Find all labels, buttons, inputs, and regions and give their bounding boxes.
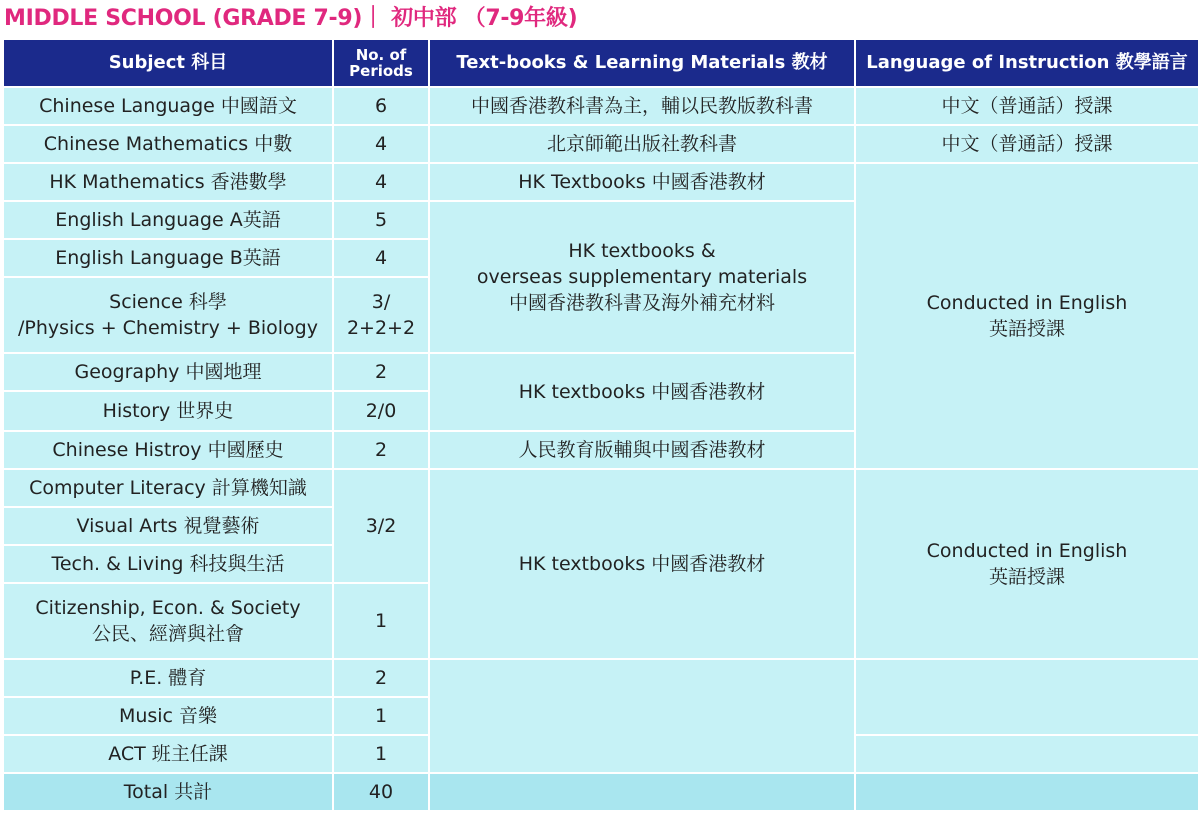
materials-cell: 中國香港教科書為主，輔以民教版教科書 bbox=[430, 88, 854, 124]
periods-cell: 6 bbox=[334, 88, 428, 124]
subject-line-1: Science 科學 bbox=[109, 291, 227, 313]
total-row bbox=[4, 774, 1200, 810]
periods-cell: 2 bbox=[334, 354, 428, 390]
language-cell-empty bbox=[856, 660, 1198, 734]
subject-cell: Tech. & Living 科技與生活 bbox=[4, 546, 332, 582]
periods-cell: 2/0 bbox=[334, 392, 428, 430]
subject-cell: Chinese Language 中國語文 bbox=[4, 88, 332, 124]
subject-cell: Chinese Mathematics 中數 bbox=[4, 126, 332, 162]
language-cell: 中文（普通話）授課 bbox=[856, 88, 1198, 124]
language-line-en: Conducted in English bbox=[926, 292, 1128, 314]
language-cell-computer-group bbox=[856, 470, 1198, 658]
subject-cell: Music 音樂 bbox=[4, 698, 332, 734]
header-materials: Text-books & Learning Materials 教材 bbox=[430, 40, 854, 86]
language-line-zh: 英語授課 bbox=[988, 318, 1065, 340]
materials-cell-geo-hist: HK textbooks 中國香港教材 bbox=[430, 354, 854, 430]
periods-cell: 5 bbox=[334, 202, 428, 238]
materials-cell-computer-group: HK textbooks 中國香港教材 bbox=[430, 470, 854, 658]
subject-cell bbox=[4, 278, 332, 352]
language-cell-empty bbox=[856, 736, 1198, 772]
materials-cell: 人民教育版輔與中國香港教材 bbox=[430, 432, 854, 468]
table-row bbox=[4, 126, 1200, 162]
header-periods-line2: Periods bbox=[349, 62, 413, 80]
materials-cell-empty bbox=[430, 660, 854, 772]
subject-cell: English Language B英語 bbox=[4, 240, 332, 276]
subject-cell: Computer Literacy 計算機知識 bbox=[4, 470, 332, 506]
periods-cell: 1 bbox=[334, 736, 428, 772]
periods-cell: 2 bbox=[334, 660, 428, 696]
subject-cell: English Language A英語 bbox=[4, 202, 332, 238]
periods-cell: 4 bbox=[334, 126, 428, 162]
table-row bbox=[4, 660, 1200, 696]
materials-cell-english-group bbox=[430, 202, 854, 352]
total-language-empty bbox=[856, 774, 1198, 810]
periods-cell: 4 bbox=[334, 240, 428, 276]
subject-cell: P.E. 體育 bbox=[4, 660, 332, 696]
periods-cell: 4 bbox=[334, 164, 428, 200]
materials-line-2: overseas supplementary materials bbox=[476, 266, 808, 288]
header-periods bbox=[334, 40, 428, 86]
page-title: MIDDLE SCHOOL (GRADE 7-9)｜ 初中部 （7-9年級) bbox=[4, 6, 578, 31]
subject-line-2: /Physics + Chemistry + Biology bbox=[17, 317, 318, 339]
periods-line-1: 3/ bbox=[371, 291, 391, 313]
table-row bbox=[4, 88, 1200, 124]
subject-cell: History 世界史 bbox=[4, 392, 332, 430]
subject-line-2: 公民、經濟與社會 bbox=[91, 623, 244, 645]
periods-cell bbox=[334, 278, 428, 352]
table-row bbox=[4, 470, 1200, 506]
table-header-row bbox=[4, 40, 1200, 86]
curriculum-table bbox=[2, 38, 1200, 812]
total-periods: 40 bbox=[334, 774, 428, 810]
periods-line-2: 2+2+2 bbox=[346, 317, 416, 339]
materials-line-3: 中國香港教科書及海外補充材料 bbox=[508, 292, 775, 314]
materials-cell: 北京師範出版社教科書 bbox=[430, 126, 854, 162]
total-label: Total 共計 bbox=[4, 774, 332, 810]
header-periods-line1: No. of bbox=[355, 46, 407, 64]
materials-cell: HK Textbooks 中國香港教材 bbox=[430, 164, 854, 200]
subject-cell: Geography 中國地理 bbox=[4, 354, 332, 390]
subject-line-1: Citizenship, Econ. & Society bbox=[35, 597, 301, 619]
language-cell-english-group bbox=[856, 164, 1198, 468]
language-cell: 中文（普通話）授課 bbox=[856, 126, 1198, 162]
subject-cell: Visual Arts 視覺藝術 bbox=[4, 508, 332, 544]
subject-cell: ACT 班主任課 bbox=[4, 736, 332, 772]
subject-cell: Chinese Histroy 中國歷史 bbox=[4, 432, 332, 468]
total-materials-empty bbox=[430, 774, 854, 810]
materials-line-1: HK textbooks & bbox=[568, 240, 716, 262]
periods-cell: 2 bbox=[334, 432, 428, 468]
language-line-zh: 英語授課 bbox=[988, 566, 1065, 588]
header-language: Language of Instruction 教學語言 bbox=[856, 40, 1198, 86]
subject-cell bbox=[4, 584, 332, 658]
table-row bbox=[4, 164, 1200, 200]
header-subject: Subject 科目 bbox=[4, 40, 332, 86]
periods-cell: 1 bbox=[334, 584, 428, 658]
periods-cell-arts-group: 3/2 bbox=[334, 470, 428, 582]
subject-cell: HK Mathematics 香港數學 bbox=[4, 164, 332, 200]
periods-cell: 1 bbox=[334, 698, 428, 734]
language-line-en: Conducted in English bbox=[926, 540, 1128, 562]
